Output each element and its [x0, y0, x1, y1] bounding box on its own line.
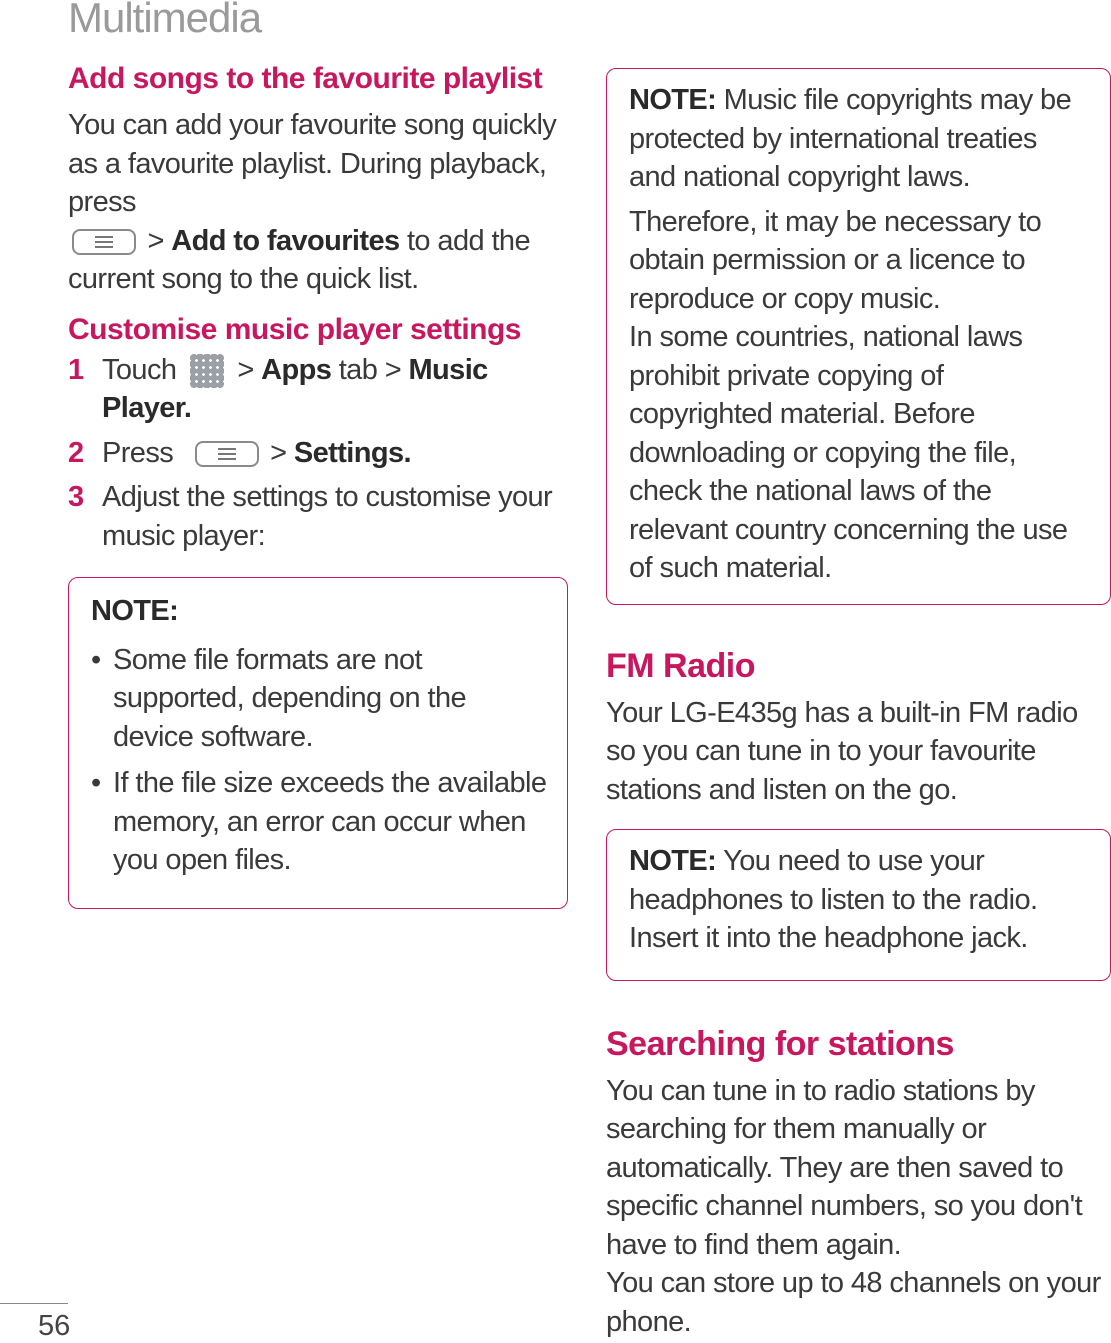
step-text: Press: [102, 436, 174, 469]
step-period: .: [403, 436, 411, 469]
headphones-note: [629, 842, 1090, 958]
step-period: .: [183, 392, 192, 424]
add-to-favourites-label: Add to favourites: [171, 224, 400, 257]
step-item: [68, 434, 568, 473]
right-column: [606, 68, 1111, 1341]
step-text: Touch: [102, 353, 177, 386]
menu-key-icon: [195, 441, 259, 467]
step-text: Adjust the settings to customise your music player:: [102, 481, 553, 552]
note-label: NOTE:: [629, 845, 717, 877]
apps-grid-icon: [190, 354, 224, 388]
note-bullet: • If the file size exceeds the available memory, an error can occur when you open files.: [91, 764, 547, 880]
note-bullets: [91, 641, 547, 880]
step-item: [68, 478, 568, 555]
step-number: 3: [68, 481, 84, 513]
note-box-copyright: [606, 68, 1111, 605]
settings-steps: [68, 351, 568, 556]
favourite-playlist-heading: Add songs to the favourite playlist: [68, 62, 543, 95]
left-column: [68, 62, 568, 909]
step-item: [68, 351, 568, 428]
fm-radio-heading: FM Radio: [606, 646, 755, 685]
copyright-note: [629, 81, 1090, 197]
fav-text-3: to add the current song to the quick list.: [68, 224, 530, 295]
step-number: 1: [68, 353, 84, 386]
note-box-formats: [68, 577, 568, 909]
note-bullet: • Some file formats are not supported, depending on the device software.: [91, 641, 547, 757]
headphones-text: You need to use your headphones to listen to the radio. Insert it into the headphone jack.: [629, 845, 1038, 954]
step-separator: >: [237, 353, 254, 386]
searching-text-2: You can store up to 48 channels on your phone.: [606, 1267, 1101, 1338]
note-box-headphones: [606, 829, 1111, 981]
note-label: NOTE:: [91, 595, 179, 627]
fav-separator: >: [140, 224, 172, 257]
page-number-rule: [0, 1303, 68, 1304]
section-title: Multimedia: [68, 0, 262, 41]
copyright-para-3: In some countries, national laws prohibit private copying of copyrighted material. Before downloading or copying the file, check the national laws of the relevant country concerning the use of such material.: [629, 321, 1068, 584]
step-text: tab >: [338, 353, 402, 386]
fm-radio-text: Your LG-E435g has a built-in FM radio so you can tune in to your favourite stations and listen on the go.: [606, 696, 1078, 806]
searching-stations-heading: Searching for stations: [606, 1024, 954, 1063]
settings-label: Settings: [293, 436, 404, 469]
step-number: 2: [68, 436, 84, 469]
copyright-text: Music file copyrights may be protected by international treaties and national copyright laws.: [629, 84, 1072, 193]
menu-key-icon: [72, 229, 136, 255]
music-player-label: Music Player: [102, 353, 488, 424]
favourite-playlist-text: [68, 106, 568, 299]
searching-text-1: You can tune in to radio stations by searching for them manually or automatically. They are then saved to specific channel numbers, so you don't have to find them again.: [606, 1074, 1083, 1261]
settings-heading: Customise music player settings: [68, 312, 521, 346]
fav-text-1: You can add your favourite song quickly as a favourite playlist. During playback, press: [68, 109, 557, 218]
copyright-para-2: Therefore, it may be necessary to obtain permission or a licence to reproduce or copy music.: [629, 205, 1042, 315]
step-separator: >: [270, 436, 287, 469]
apps-label: Apps: [261, 353, 332, 386]
note-label: NOTE:: [629, 84, 717, 116]
page-number: 56: [38, 1310, 71, 1342]
